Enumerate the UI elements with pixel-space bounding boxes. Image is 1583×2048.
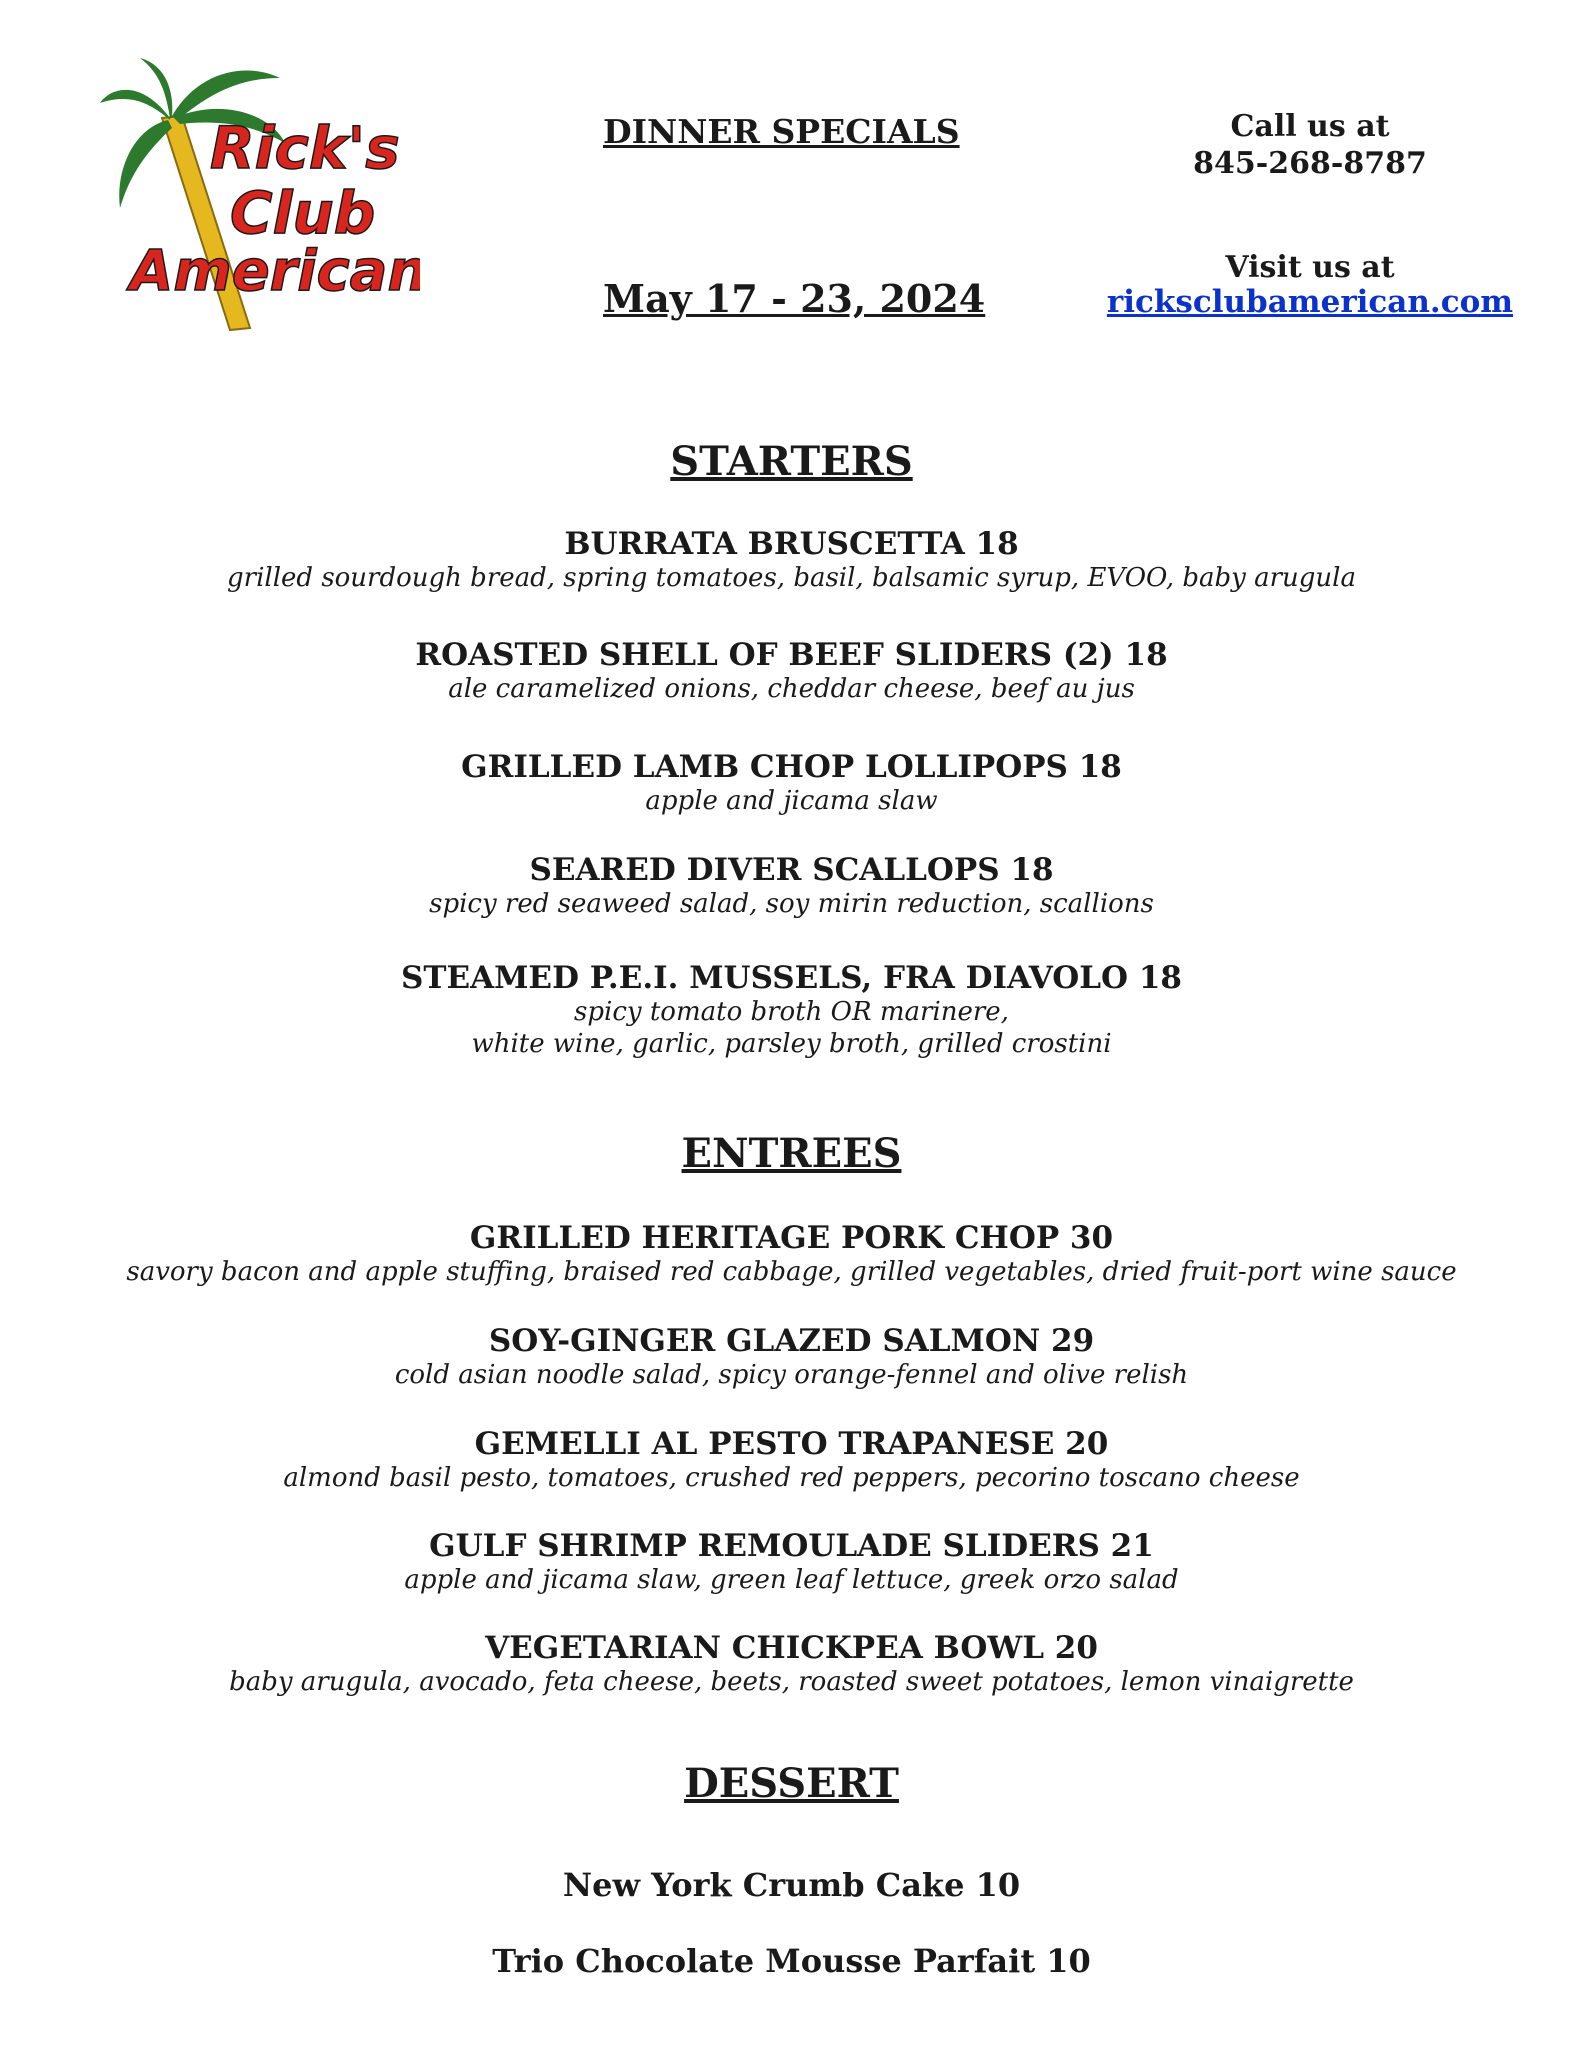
item-description: apple and jicama slaw — [645, 786, 938, 816]
item-name: STEAMED P.E.I. MUSSELS, FRA DIAVOLO 18 — [400, 960, 1182, 996]
menu-item — [0, 749, 1583, 817]
section-title-dessert: DESSERT — [684, 1760, 899, 1807]
item-name: SOY-GINGER GLAZED SALMON 29 — [488, 1323, 1095, 1359]
website-block — [1100, 250, 1520, 320]
restaurant-logo — [100, 58, 420, 338]
phone-number[interactable]: 845-268-8787 — [1193, 146, 1427, 181]
item-name: ROASTED SHELL OF BEEF SLIDERS (2) 18 — [415, 637, 1168, 673]
menu-item — [0, 1220, 1583, 1288]
item-name: GEMELLI AL PESTO TRAPANESE 20 — [474, 1426, 1109, 1462]
date-range: May 17 - 23, 2024 — [603, 276, 986, 321]
item-description: baby arugula, avocado, feta cheese, beets, roasted sweet potatoes, lemon vinaigrette — [229, 1667, 1354, 1697]
dessert-item: Trio Chocolate Mousse Parfait 10 — [492, 1942, 1091, 1980]
item-description: cold asian noodle salad, spicy orange-fennel and olive relish — [394, 1360, 1189, 1390]
item-description-line-2: white wine, garlic, parsley broth, grilled crostini — [471, 1029, 1112, 1059]
item-name: BURRATA BRUSCETTA 18 — [564, 526, 1019, 562]
section-title-entrees: ENTREES — [681, 1130, 902, 1177]
item-description: grilled sourdough bread, spring tomatoes, basil, balsamic syrup, EVOO, baby arugula — [227, 563, 1356, 593]
menu-item — [0, 526, 1583, 594]
palm-tree-icon — [100, 58, 420, 338]
item-name: GULF SHRIMP REMOULADE SLIDERS 21 — [429, 1528, 1154, 1564]
menu-item — [0, 852, 1583, 920]
item-description: spicy tomato broth OR marinere, — [574, 997, 1009, 1027]
item-description: savory bacon and apple stuffing, braised red cabbage, grilled vegetables, dried fruit-port wine sauce — [126, 1257, 1457, 1287]
menu-item — [0, 1426, 1583, 1494]
menu-item — [0, 1323, 1583, 1391]
item-name: GRILLED HERITAGE PORK CHOP 30 — [469, 1220, 1114, 1256]
visit-label: Visit us at — [1225, 250, 1395, 285]
logo-text-american: American — [130, 239, 420, 304]
phone-block — [1100, 108, 1520, 182]
item-name: SEARED DIVER SCALLOPS 18 — [529, 852, 1054, 888]
logo-text-club: Club — [230, 179, 376, 247]
item-description: almond basil pesto, tomatoes, crushed red peppers, pecorino toscano cheese — [283, 1463, 1300, 1493]
item-name: VEGETARIAN CHICKPEA BOWL 20 — [485, 1630, 1098, 1666]
menu-item — [0, 960, 1583, 1060]
item-description: apple and jicama slaw, green leaf lettuce, greek orzo salad — [404, 1565, 1179, 1595]
call-label: Call us at — [1230, 109, 1390, 144]
item-description: spicy red seaweed salad, soy mirin reduction, scallions — [429, 889, 1154, 919]
menu-item — [0, 1630, 1583, 1698]
logo-text-ricks: Rick's — [210, 114, 400, 182]
dessert-item: New York Crumb Cake 10 — [562, 1866, 1021, 1904]
website-link[interactable]: ricksclubamerican.com — [1106, 284, 1514, 320]
page-title: DINNER SPECIALS — [603, 112, 960, 151]
item-name: GRILLED LAMB CHOP LOLLIPOPS 18 — [461, 749, 1122, 785]
section-title-starters: STARTERS — [670, 438, 913, 485]
item-description: ale caramelized onions, cheddar cheese, beef au jus — [448, 674, 1135, 704]
menu-item — [0, 1528, 1583, 1596]
menu-item — [0, 637, 1583, 705]
